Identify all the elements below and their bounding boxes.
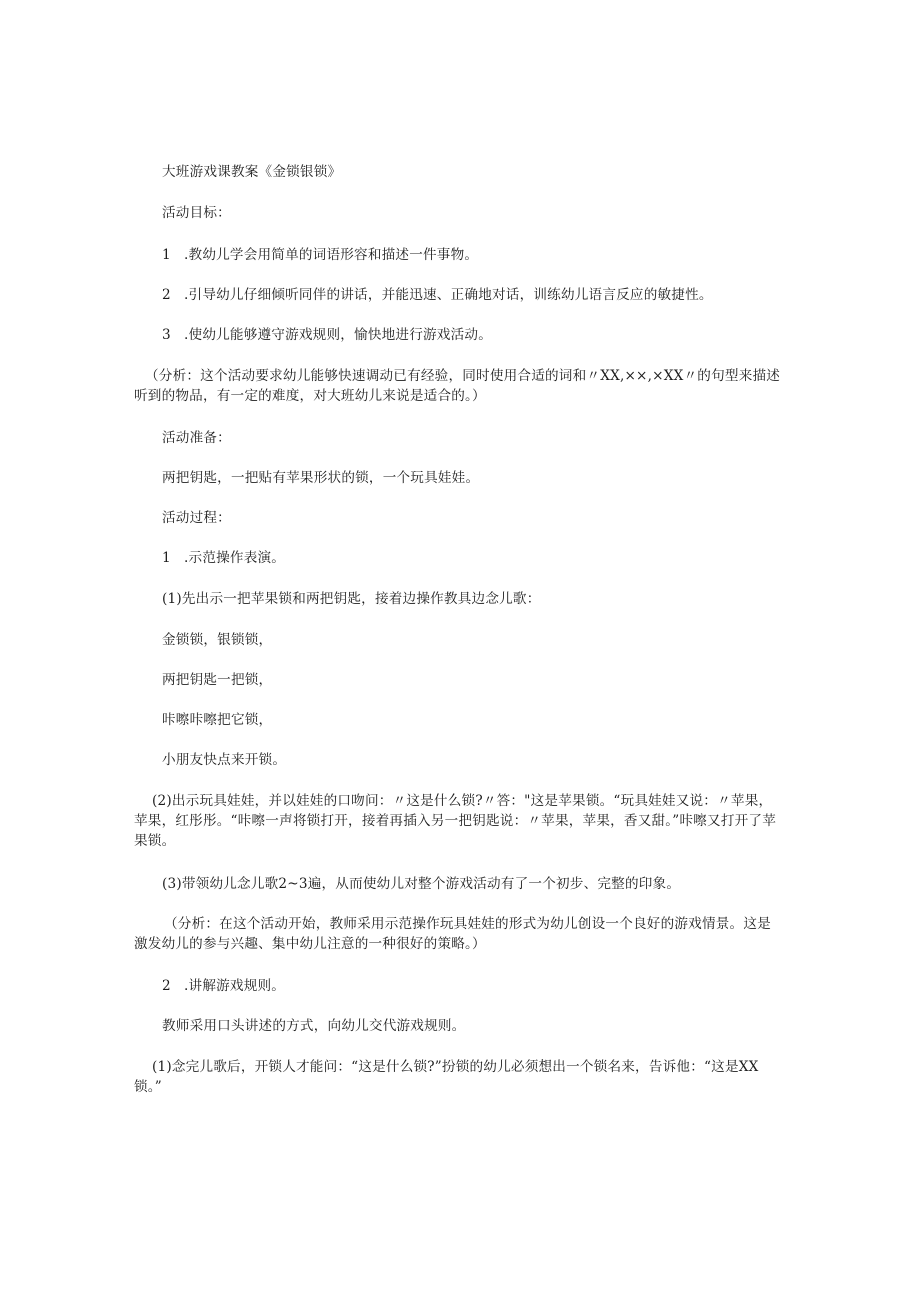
rhyme-line-2: 两把钥匙一把锁，: [162, 672, 273, 688]
goal-2-text: .引导幼儿仔细倾听同伴的讲话，并能迅速、正确地对话，训练幼儿语言反应的敏捷性。: [184, 287, 713, 303]
goal-1-text: .教幼儿学会用简单的词语形容和描述一件事物。: [184, 247, 479, 263]
rhyme-line-4: 小朋友快点来开锁。: [162, 752, 287, 768]
rhyme-line-1: 金锁锁，银锁锁，: [162, 632, 273, 648]
step-2-item-1: (1)念完儿歌后，开锁人才能问：“这是什么锁?”扮锁的幼儿必须想出一个锁名来，告诉他：“这是XX锁。”: [134, 1059, 759, 1095]
rhyme-line-3: 咔嚓咔嚓把它锁，: [162, 712, 273, 728]
step-1: [162, 548, 285, 568]
step-1-item-1: (1)先出示一把苹果锁和两把钥匙，接着边操作教具边念儿歌：: [162, 591, 541, 607]
step-1-text: .示范操作表演。: [184, 550, 286, 566]
goal-3-text: .使幼儿能够遵守游戏规则，愉快地进行游戏活动。: [184, 327, 492, 343]
step-2-number: 2: [162, 978, 171, 994]
step-1-item-2: (2)出示玩具娃娃，并以娃娃的口吻问：〃这是什么锁?〃答："这是苹果锁。“玩具娃娃又说：〃苹果，苹果，红彤彤。“咔嚓一声将锁打开，接着再插入另一把钥匙说：〃苹果，苹果，香又甜。”咔嚓又打开了苹果锁。: [134, 793, 777, 849]
prep-text: 两把钥匙，一把贴有苹果形状的锁，一个玩具娃娃。: [162, 470, 480, 486]
step-1-item-3: (3)带领幼儿念儿歌2~3遍，从而使幼儿对整个游戏活动有了一个初步、完整的印象。: [162, 876, 681, 892]
analysis-paragraph-1: （分析：这个活动要求幼儿能够快速调动已有经验，同时使用合适的词和〃XX,××,×XX〃的句型来描述听到的物品，有一定的难度，对大班幼儿来说是适合的。）: [134, 368, 781, 404]
process-heading: 活动过程：: [162, 510, 231, 526]
goals-heading: 活动目标：: [162, 205, 231, 221]
step-1-number: 1: [162, 550, 171, 566]
prep-heading: 活动准备：: [162, 430, 231, 446]
goal-1-number: 1: [162, 247, 171, 263]
goal-3: [162, 325, 492, 345]
document-title: 大班游戏课教案《金锁银锁》: [162, 164, 342, 180]
goal-2-number: 2: [162, 287, 171, 303]
step-2: [162, 976, 285, 996]
goal-1: [162, 245, 478, 265]
goal-3-number: 3: [162, 327, 171, 343]
goal-2: [162, 285, 713, 305]
step-2-text: .讲解游戏规则。: [184, 978, 286, 994]
step-2-intro: 教师采用口头讲述的方式，向幼儿交代游戏规则。: [162, 1018, 466, 1034]
analysis-paragraph-2: （分析：在这个活动开始，教师采用示范操作玩具娃娃的形式为幼儿创设一个良好的游戏情景。这是激发幼儿的参与兴趣、集中幼儿注意的一种很好的策略。）: [134, 916, 771, 952]
